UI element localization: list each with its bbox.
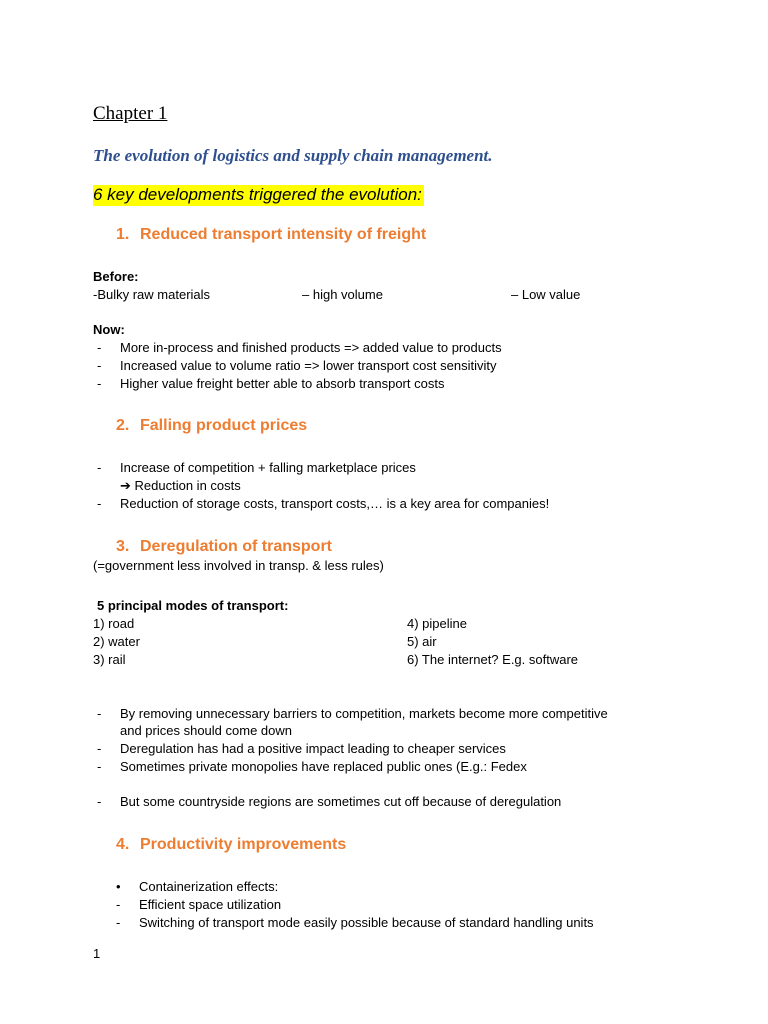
dash-bullet: -: [97, 340, 102, 355]
section-3-note: (=government less involved in transp. & less rules): [93, 558, 384, 573]
dash-bullet: -: [97, 759, 102, 774]
mode-item: 6) The internet? E.g. software: [407, 652, 579, 667]
mode-item: 5) air: [407, 634, 437, 649]
section-1-number: 1.: [116, 226, 130, 243]
dash-bullet: -: [97, 376, 102, 391]
section-1-heading: [116, 226, 426, 244]
dash-bullet: -: [116, 915, 121, 930]
chapter-title: Chapter 1: [93, 103, 168, 124]
section-3-title: Deregulation of transport: [140, 538, 333, 555]
list-item-continuation: and prices should come down: [120, 723, 292, 738]
modes-label: 5 principal modes of transport:: [97, 598, 289, 613]
section-2-number: 2.: [116, 417, 130, 434]
dash-bullet: -: [97, 496, 102, 511]
before-item: -Bulky raw materials: [93, 287, 211, 302]
page-number: 1: [93, 946, 101, 961]
mode-item: 2) water: [93, 634, 140, 649]
section-2-title: Falling product prices: [140, 417, 308, 434]
section-3-number: 3.: [116, 538, 130, 555]
mode-item: 4) pipeline: [407, 616, 467, 631]
section-1-title: Reduced transport intensity of freight: [140, 226, 427, 243]
section-3-heading: [116, 538, 332, 556]
before-label: Before:: [93, 269, 139, 284]
mode-item: 1) road: [93, 616, 135, 631]
arrow-list-item: ➔ Reduction in costs: [120, 478, 241, 494]
dash-bullet: -: [116, 897, 121, 912]
dot-bullet: •: [116, 879, 121, 894]
before-item: – high volume: [302, 287, 383, 302]
section-4-title: Productivity improvements: [140, 836, 347, 853]
dash-bullet: -: [97, 706, 102, 721]
section-2-heading: [116, 417, 307, 435]
mode-item: 3) rail: [93, 652, 126, 667]
before-item: – Low value: [511, 287, 581, 302]
dash-bullet: -: [97, 358, 102, 373]
section-4-heading: [116, 836, 346, 854]
dash-bullet: -: [97, 794, 102, 809]
section-4-number: 4.: [116, 836, 130, 853]
arrow-icon: ➔: [120, 479, 131, 494]
key-developments-highlight: 6 key developments triggered the evolution:: [93, 185, 422, 204]
dash-bullet: -: [97, 741, 102, 756]
now-label: Now:: [93, 322, 125, 337]
dash-bullet: -: [97, 460, 102, 475]
document-subtitle: The evolution of logistics and supply chain management.: [93, 146, 493, 165]
